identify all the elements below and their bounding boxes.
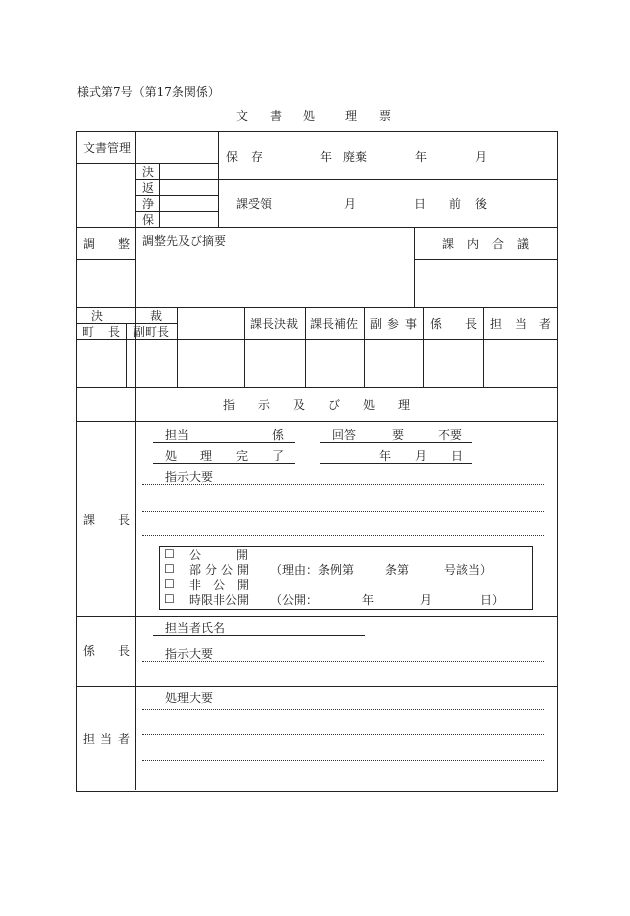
storage-char: 保 [226, 150, 239, 164]
rule [126, 323, 127, 387]
kacho-label-char: 課 [83, 513, 96, 527]
rule [305, 307, 306, 387]
councillor-char: 副 [370, 317, 383, 331]
instr-char: 理 [398, 398, 411, 412]
shori-char: 了 [272, 449, 285, 463]
rule [76, 339, 557, 340]
assistant-chief-label: 課長補佐 [310, 317, 359, 331]
kakari-label: 係 [272, 428, 285, 442]
title-char: 理 [345, 109, 358, 123]
rule [218, 131, 219, 227]
storage-char: 存 [251, 150, 264, 164]
rule [76, 227, 557, 228]
rule [76, 163, 136, 164]
checkbox-icon[interactable]: ☐ [164, 592, 175, 606]
internal-char: 合 [492, 237, 505, 251]
instr-char: 処 [363, 398, 376, 412]
option-char: 開 [237, 563, 250, 577]
kaito-label: 回答 [332, 428, 357, 442]
rule [76, 307, 557, 308]
section-chief-label: 課長決裁 [250, 317, 299, 331]
kakaricho-label-char: 係 [83, 644, 96, 658]
instr-char: 示 [258, 398, 271, 412]
internal-char: 内 [467, 237, 480, 251]
rule [76, 387, 557, 388]
dotted-line [142, 760, 544, 761]
dotted-line [142, 709, 544, 710]
doc-mgmt-label: 文書管理 [83, 141, 132, 155]
kessai-char: 裁 [150, 309, 163, 323]
received-label: 課受領 [236, 197, 273, 211]
mayor-char: 町 [82, 325, 95, 339]
shori-underline [153, 463, 295, 464]
option-char: 部 [189, 563, 202, 577]
kanryo-day-label: 日 [451, 449, 464, 463]
rule [135, 195, 218, 196]
dotted-line [142, 661, 544, 662]
rule [244, 307, 245, 387]
shori-char: 処 [165, 449, 178, 463]
kakaricho-label-char: 長 [118, 644, 131, 658]
received-day-label: 日 [414, 197, 427, 211]
kacho-shiji-label: 指示大要 [165, 470, 214, 484]
rule [76, 259, 136, 260]
stamp-label: 返 [142, 181, 155, 195]
option-label: 時限非公開 [189, 593, 250, 607]
rule [76, 616, 557, 617]
rule [364, 307, 365, 387]
tantosha-label-char: 担 [83, 732, 96, 746]
kakaricho-shiji-label: 指示大要 [165, 647, 214, 661]
rule [76, 686, 557, 687]
kessai-char: 決 [91, 309, 104, 323]
checkbox-icon[interactable]: ☐ [164, 547, 175, 561]
dotted-line [142, 511, 544, 512]
instr-char: び [328, 398, 341, 412]
reason-jo: 条第 [385, 563, 410, 577]
adjust-label-char: 整 [118, 237, 131, 251]
rule [423, 307, 424, 387]
open-year-label: 年 [362, 593, 375, 607]
received-month-label: 月 [344, 197, 357, 211]
stamp-label: 浄 [142, 197, 155, 211]
open-day-label: 日） [480, 593, 505, 607]
received-before: 前 [449, 197, 462, 211]
option-char: 開 [236, 548, 249, 562]
tanto-name-label: 担当者氏名 [165, 621, 226, 635]
rule [483, 307, 484, 387]
rule [414, 259, 557, 260]
form-number: 様式第7号（第17条関係） [77, 85, 220, 99]
kanryo-underline [320, 463, 472, 464]
open-date-text: （公開： [270, 593, 319, 607]
rule [76, 421, 557, 422]
instr-char: 指 [223, 398, 236, 412]
rule [414, 227, 415, 307]
option-char: 公 [189, 548, 202, 562]
mayor-char: 長 [108, 325, 121, 339]
councillor-char: 事 [405, 317, 418, 331]
clerk-chief-char: 係 [430, 317, 443, 331]
internal-char: 課 [442, 237, 455, 251]
kaito-underline [320, 442, 472, 443]
open-month-label: 月 [420, 593, 433, 607]
staff-char: 当 [515, 317, 528, 331]
yo-option: 要 [392, 428, 405, 442]
option-char: 非 [189, 578, 202, 592]
shori-char: 理 [200, 449, 213, 463]
tantosha-shori-label: 処理大要 [165, 691, 214, 705]
rule [135, 131, 136, 421]
outer-border [76, 131, 558, 792]
councillor-char: 参 [387, 317, 400, 331]
dotted-line [142, 535, 544, 536]
reason-go: 号該当） [444, 563, 493, 577]
fuyo-option: 不要 [438, 428, 463, 442]
title-char: 書 [270, 109, 283, 123]
clerk-chief-char: 長 [465, 317, 478, 331]
shori-char: 完 [236, 449, 249, 463]
rule [218, 179, 557, 180]
rule [177, 307, 178, 387]
reason-text: （理由：条例第 [270, 563, 355, 577]
rule [135, 163, 218, 164]
option-char: 公 [221, 563, 234, 577]
title-char: 処 [303, 109, 316, 123]
title-char: 文 [236, 109, 249, 123]
disposal-label: 廃棄 [343, 150, 368, 164]
disposal-month-label: 月 [475, 150, 488, 164]
tanto-name-underline [153, 635, 365, 636]
tantosha-label-char: 当 [100, 732, 113, 746]
internal-char: 議 [517, 237, 530, 251]
adjust-label-char: 調 [83, 237, 96, 251]
title-char: 票 [379, 109, 392, 123]
tanto-underline [153, 442, 295, 443]
checkbox-icon[interactable]: ☐ [164, 577, 175, 591]
deputy-mayor-label: 副町長 [133, 325, 170, 339]
rule [135, 421, 136, 790]
staff-char: 担 [490, 317, 503, 331]
disposal-year-label: 年 [415, 150, 428, 164]
dotted-line [142, 734, 544, 735]
tantosha-label-char: 者 [118, 732, 131, 746]
tanto-label: 担当 [165, 428, 190, 442]
kacho-label-char: 長 [118, 513, 131, 527]
stamp-label: 決 [142, 165, 155, 179]
kanryo-month-label: 月 [415, 449, 428, 463]
adjust-summary-label: 調整先及び摘要 [142, 234, 227, 248]
option-char: 分 [205, 563, 218, 577]
kanryo-year-label: 年 [379, 449, 392, 463]
option-char: 開 [237, 578, 250, 592]
dotted-line [142, 484, 544, 485]
staff-char: 者 [539, 317, 552, 331]
checkbox-icon[interactable]: ☐ [164, 562, 175, 576]
received-after: 後 [475, 197, 488, 211]
stamp-label: 保 [142, 213, 155, 227]
storage-year-label: 年 [320, 150, 333, 164]
option-char: 公 [213, 578, 226, 592]
rule [135, 179, 218, 180]
rule [135, 211, 218, 212]
instr-char: 及 [293, 398, 306, 412]
